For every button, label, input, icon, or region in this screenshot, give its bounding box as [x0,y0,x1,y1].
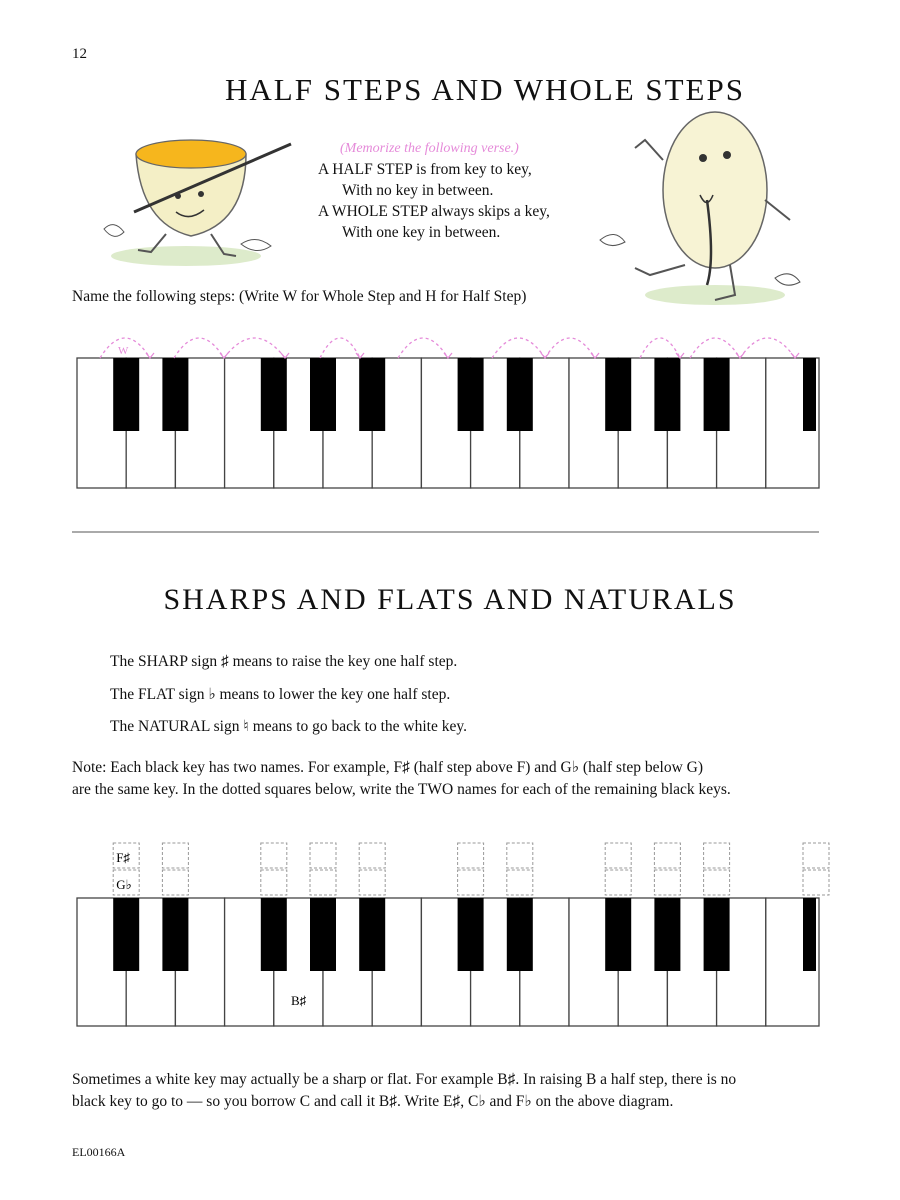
step-arc [174,338,224,358]
black-key [310,358,336,431]
black-key-note [72,757,832,801]
flat-rule: The FLAT sign ♭ means to lower the key one half step. [110,686,451,703]
black-key [803,898,816,971]
name-box[interactable] [310,843,336,868]
step-arrow-icon [444,353,452,358]
name-box[interactable] [261,870,287,895]
step-arc [690,338,740,358]
name-box[interactable] [458,843,484,868]
step-arc [492,338,545,358]
black-key [359,358,385,431]
note-line: black key to go to — so you borrow C and call it B♯. Write E♯, C♭ and F♭ on the above diagram. [72,1093,674,1110]
step-arrow-icon [676,353,684,358]
verse-line: A WHOLE STEP always skips a key, [318,203,550,220]
keyboard-sharps-flats [0,835,900,1035]
note-line: are the same key. In the dotted squares below, write the TWO names for each of the remaining black keys. [72,781,731,798]
name-box[interactable] [704,843,730,868]
black-key [458,898,484,971]
name-box[interactable] [162,870,188,895]
black-key [704,898,730,971]
half-egg-illustration [96,124,296,279]
verse-line: With no key in between. [342,182,494,199]
natural-rule: The NATURAL sign ♮ means to go back to the white key. [110,718,467,735]
page-number: 12 [72,46,87,62]
example-flat-label: G♭ [116,877,132,892]
verse-line: A HALF STEP is from key to key, [318,161,532,178]
name-box[interactable] [458,870,484,895]
name-box[interactable] [704,870,730,895]
black-key [654,358,680,431]
black-key [803,358,816,431]
step-arrow-icon [591,353,599,358]
example-white-sharp-label: B♯ [291,993,307,1008]
name-box[interactable] [359,843,385,868]
note-line: Sometimes a white key may actually be a sharp or flat. For example B♯. In raising B a half step, there is no [72,1071,737,1088]
step-arrow-icon [356,353,364,358]
black-key [359,898,385,971]
step-arrow-icon [146,353,154,358]
footer-code: EL00166A [72,1145,126,1159]
memorize-instruction: (Memorize the following verse.) [340,141,519,156]
step-arc [740,338,795,358]
step-arc [545,338,595,358]
name-box[interactable] [654,843,680,868]
black-key [704,358,730,431]
closing-note [72,1069,832,1113]
step-arc [320,338,360,358]
black-key [261,358,287,431]
black-key [458,358,484,431]
name-box[interactable] [803,870,829,895]
black-key [261,898,287,971]
steps-instruction: Name the following steps: (Write W for Whole Step and H for Half Step) [72,288,527,305]
name-box[interactable] [605,843,631,868]
black-key [507,898,533,971]
name-box[interactable] [507,843,533,868]
step-arrow-icon [791,353,799,358]
name-box[interactable] [654,870,680,895]
memorize-verse [318,138,550,243]
section-title-half-whole-steps: HALF STEPS AND WHOLE STEPS [225,72,745,107]
black-key [605,358,631,431]
whole-egg-illustration [595,100,805,315]
name-box[interactable] [507,870,533,895]
black-key [507,358,533,431]
black-key [113,358,139,431]
name-box[interactable] [162,843,188,868]
step-arc [398,338,448,358]
sharp-rule: The SHARP sign ♯ means to raise the key one half step. [110,653,458,670]
black-key [310,898,336,971]
section-divider [72,531,819,533]
name-box[interactable] [803,843,829,868]
note-line: Note: Each black key has two names. For example, F♯ (half step above F) and G♭ (half step below G) [72,759,704,776]
name-box[interactable] [310,870,336,895]
black-key [162,898,188,971]
name-box[interactable] [359,870,385,895]
black-key [605,898,631,971]
name-box[interactable] [261,843,287,868]
black-key [113,898,139,971]
keyboard-steps [0,330,900,500]
step-arc [640,338,680,358]
example-answer-w: W [118,345,129,357]
step-arc [224,338,285,358]
black-key [162,358,188,431]
verse-line: With one key in between. [342,224,501,241]
example-sharp-label: F♯ [116,850,130,865]
step-arrow-icon [281,353,289,358]
name-box[interactable] [605,870,631,895]
section-title-sharps-flats: SHARPS AND FLATS AND NATURALS [163,583,737,616]
black-key [654,898,680,971]
